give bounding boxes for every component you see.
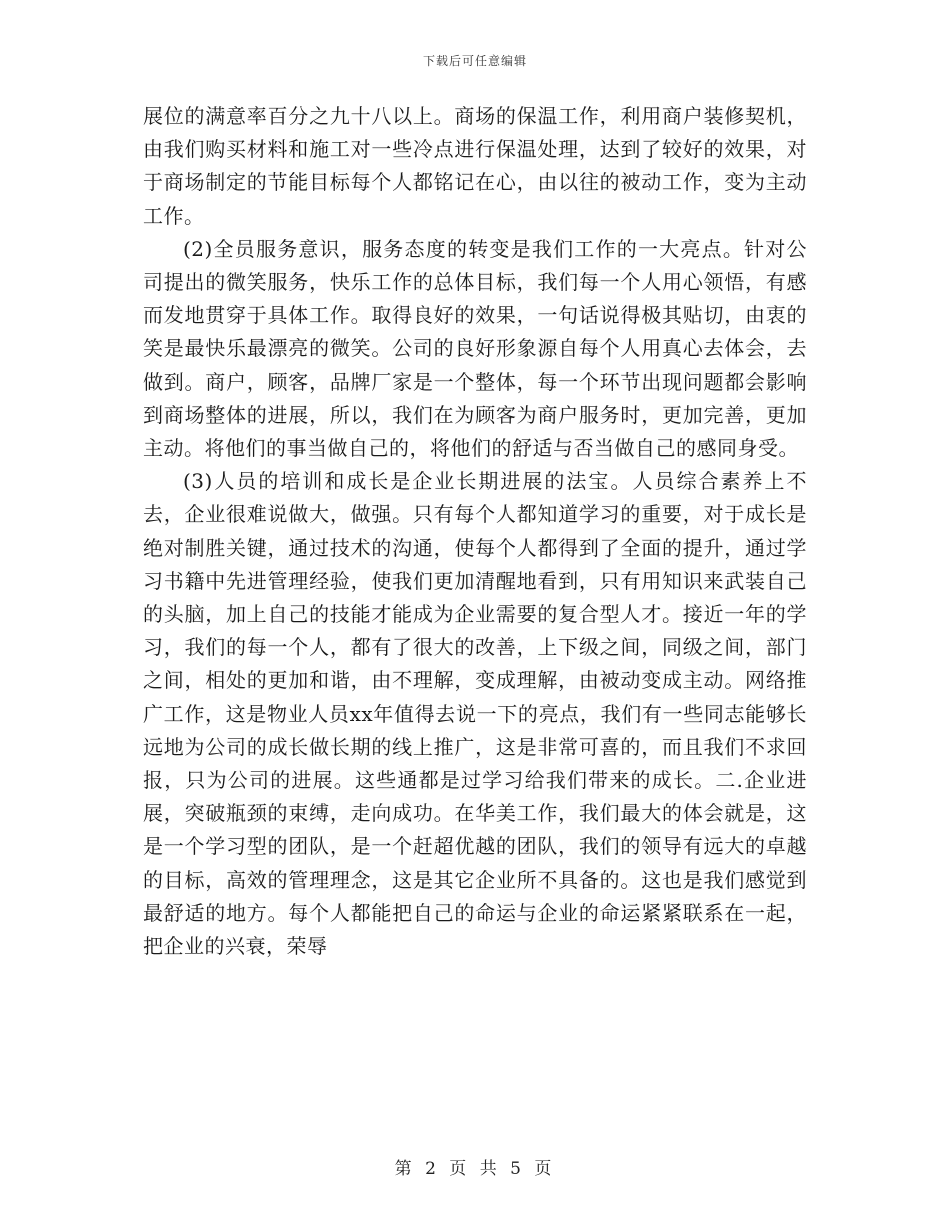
page-number: 第 2 页 共 5 页 — [394, 1159, 556, 1179]
paragraph-1: 展位的满意率百分之九十八以上。商场的保温工作，利用商户装修契机，由我们购买材料和施工对一些冷点进行保温处理，达到了较好的效果，对于商场制定的节能目标每个人都铭记在心，由以往的被动工作，变为主动工作。 — [143, 104, 807, 228]
page-header-note: 下载后可任意编辑 — [422, 54, 527, 68]
paragraph-2: (2)全员服务意识，服务态度的转变是我们工作的一大亮点。针对公司提出的微笑服务，快乐工作的总体目标，我们每一个人用心领悟，有感而发地贯穿于具体工作。取得良好的效果，一句话说得极其贴切，由衷的笑是最快乐最漂亮的微笑。公司的良好形象源自每个人用真心去体会，去做到。商户，顾客，品牌厂家是一个整体，每一个环节出现问题都会影响到商场整体的进展，所以，我们在为顾客为商户服务时，更加完善，更加主动。将他们的事当做自己的，将他们的舒适与否当做自己的感同身受。 — [143, 236, 807, 461]
paragraph-3: (3)人员的培训和成长是企业长期进展的法宝。人员综合素养上不去，企业很难说做大，做强。只有每个人都知道学习的重要，对于成长是绝对制胜关键，通过技术的沟通，使每个人都得到了全面的提升，通过学习书籍中先进管理经验，使我们更加清醒地看到，只有用知识来武装自己的头脑，加上自己的技能才能成为企业需要的复合型人才。接近一年的学习，我们的每一个人，都有了很大的改善，上下级之间，同级之间，部门之间，相处的更加和谐，由不理解，变成理解，由被动变成主动。网络推广工作，这是物业人员xx年值得去说一下的亮点，我们有一些同志能够长远地为公司的成长做长期的线上推广，这是非常可喜的，而且我们不求回报，只为公司的进展。这些通都是过学习给我们带来的成长。二.企业进展，突破瓶颈的束缚，走向成功。在华美工作，我们最大的体会就是，这是一个学习型的团队，是一个赶超优越的团队，我们的领导有远大的卓越的目标，高效的管理理念，这是其它企业所不具备的。这也是我们感觉到最舒适的地方。每个人都能把自己的命运与企业的命运紧紧联系在一起，把企业的兴衰，荣辱 — [143, 469, 807, 959]
document-body — [143, 100, 807, 963]
